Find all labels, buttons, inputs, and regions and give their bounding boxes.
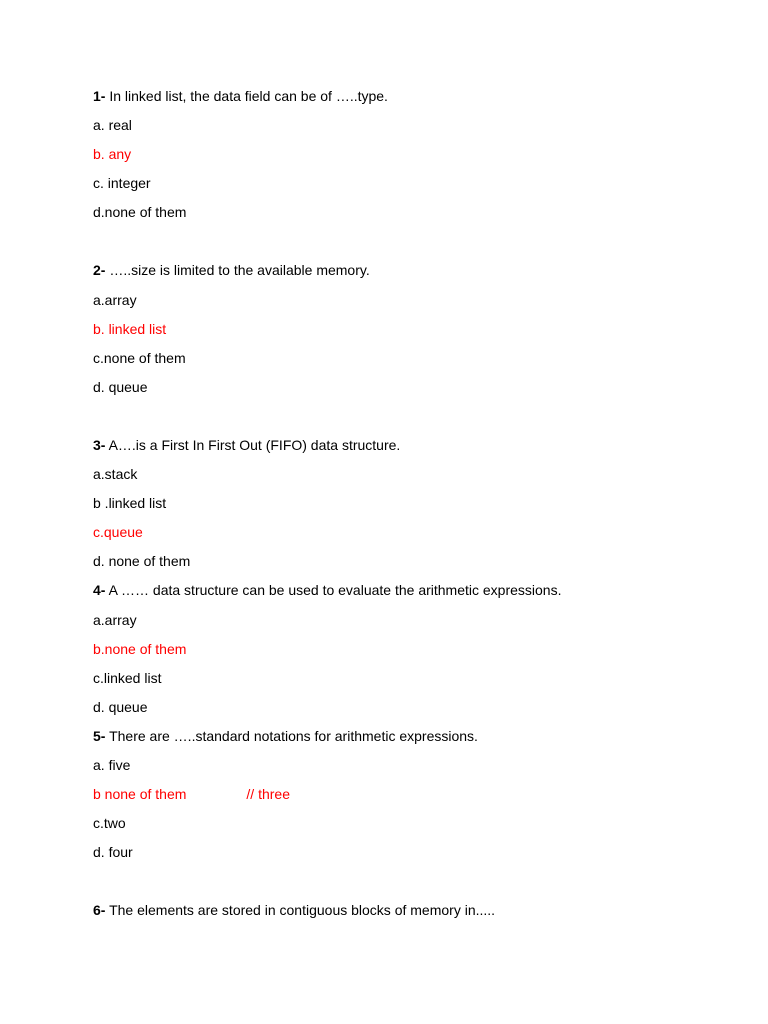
question-3	[93, 435, 733, 464]
spacer	[93, 871, 733, 900]
question-text: In linked list, the data field can be of …..type.	[109, 88, 388, 104]
question-number: 1-	[93, 88, 106, 104]
question-text: The elements are stored in contiguous blocks of memory in.....	[109, 902, 496, 919]
option-1c: c. integer	[93, 175, 151, 192]
question-number: 5-	[93, 727, 106, 744]
question-text: …..size is limited to the available memory.	[109, 262, 370, 279]
answer-note: // three	[246, 786, 290, 803]
question-text: A …… data structure can be used to evaluate the arithmetic expressions.	[108, 582, 562, 599]
option-5d: d. four	[93, 844, 133, 861]
option-4c: c.linked list	[93, 669, 162, 686]
option-3c-correct: c.queue	[93, 524, 143, 541]
option-4b-correct: b.none of them	[93, 640, 187, 657]
question-number: 4-	[93, 582, 106, 599]
option-1d: d.none of them	[93, 204, 187, 221]
question-4	[93, 580, 733, 609]
question-number: 2-	[93, 262, 106, 279]
question-number: 6-	[93, 902, 106, 919]
option-2c: c.none of them	[93, 349, 186, 366]
spacer	[93, 406, 733, 435]
option-2a: a.array	[93, 291, 137, 308]
question-text: A….is a First In First Out (FIFO) data structure.	[108, 436, 401, 453]
option-1b-correct: b. any	[93, 146, 132, 163]
option-4d: d. queue	[93, 698, 148, 715]
option-3d: d. none of them	[93, 553, 191, 570]
option-label: b none of them	[93, 786, 187, 803]
option-5b-correct	[93, 784, 733, 813]
option-2d: d. queue	[93, 378, 148, 395]
question-5	[93, 726, 733, 755]
option-2b-correct: b. linked list	[93, 320, 167, 337]
option-3a: a.stack	[93, 466, 138, 483]
option-4a: a.array	[93, 611, 137, 628]
option-3b: b .linked list	[93, 495, 167, 512]
question-number: 3-	[93, 436, 106, 453]
question-text: There are …..standard notations for arithmetic expressions.	[109, 727, 478, 744]
option-5c: c.two	[93, 815, 126, 832]
spacer	[93, 231, 733, 260]
option-5a: a. five	[93, 756, 131, 773]
option-1a: a. real	[93, 117, 132, 134]
question-1	[93, 86, 733, 115]
question-2	[93, 260, 733, 289]
question-6	[93, 900, 733, 929]
quiz-document	[93, 86, 733, 929]
